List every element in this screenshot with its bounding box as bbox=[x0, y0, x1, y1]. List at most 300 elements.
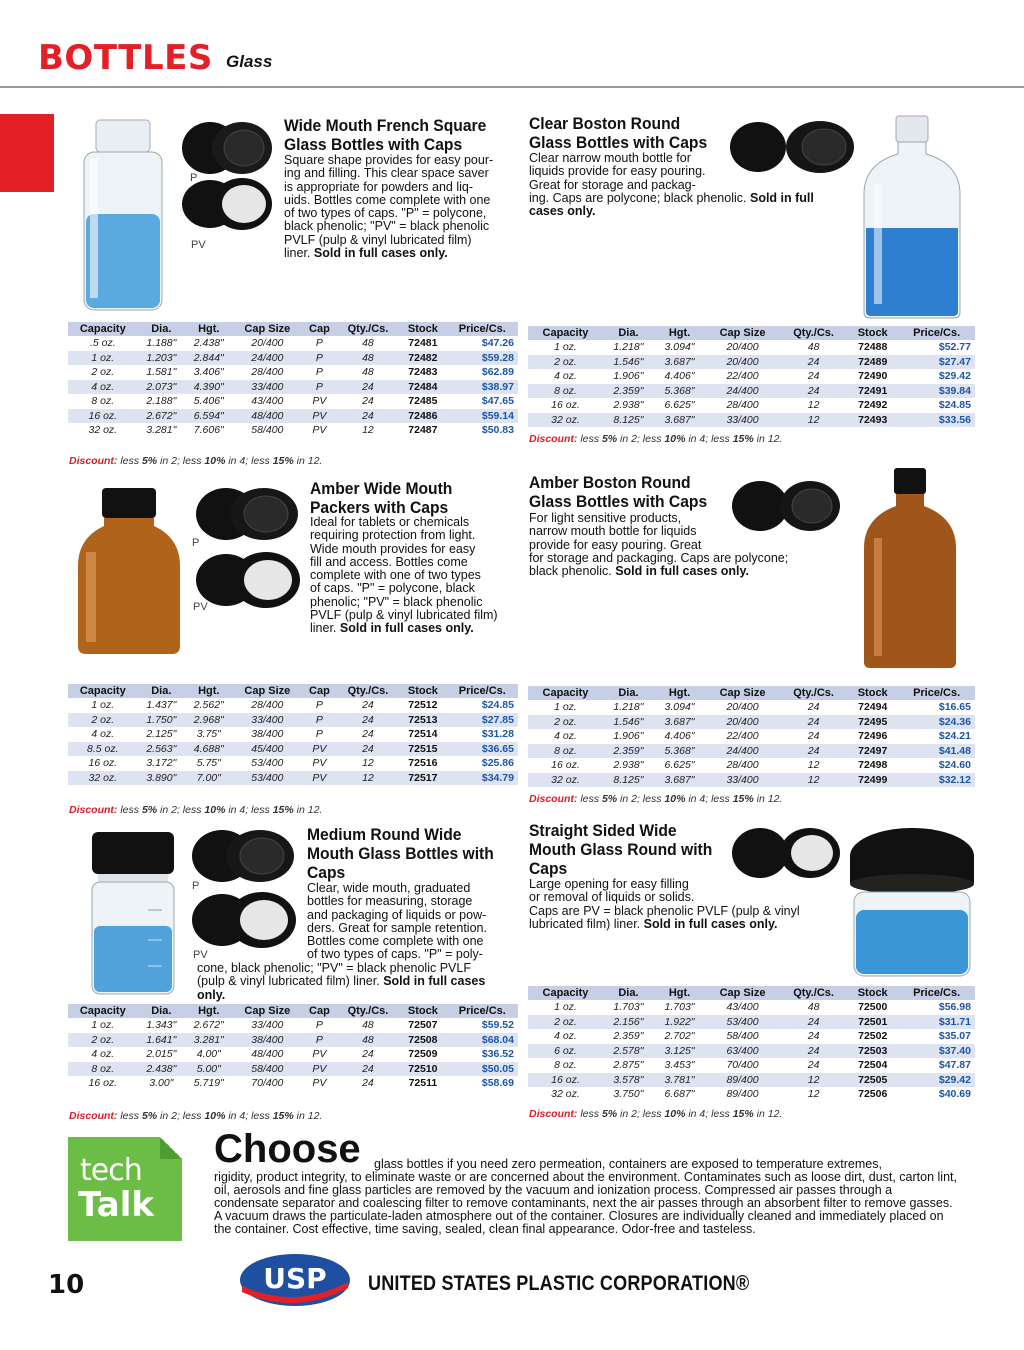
french-square-bottle-image bbox=[76, 118, 170, 314]
table-cell: 89/400 bbox=[726, 1088, 759, 1101]
table-cell: $40.69 bbox=[938, 1088, 971, 1101]
table-cell: 3.281" bbox=[146, 424, 177, 437]
table-cell: 1.546" bbox=[603, 715, 654, 730]
table-cell: 2 oz. bbox=[528, 355, 603, 370]
table-cell: 16 oz. bbox=[88, 757, 118, 770]
section-tab-marker bbox=[0, 114, 54, 192]
table-cell: 24 bbox=[807, 1030, 820, 1043]
spec-table-clear-boston bbox=[528, 326, 975, 427]
table-cell: 1.188" bbox=[146, 337, 177, 350]
table-cell: 5.75" bbox=[196, 757, 221, 770]
table-row bbox=[68, 1018, 518, 1033]
column-header: Capacity bbox=[68, 1004, 138, 1018]
medium-round-caps-image bbox=[188, 828, 300, 952]
amber-packer-bottle-image bbox=[76, 486, 182, 656]
table-header-row bbox=[68, 684, 518, 698]
table-cell: 72502 bbox=[858, 1030, 888, 1043]
table-cell: 72495 bbox=[847, 715, 898, 730]
table-cell: $39.84 bbox=[898, 384, 975, 399]
table-cell: 24/400 bbox=[705, 384, 780, 399]
column-header: Qty./Cs. bbox=[337, 1004, 399, 1018]
table-cell: $33.56 bbox=[898, 413, 975, 428]
table-cell: 72487 bbox=[408, 424, 438, 437]
product-title-french-square: Wide Mouth French Square Glass Bottles with Caps bbox=[284, 116, 487, 154]
spec-table-medium-round bbox=[68, 1004, 518, 1091]
table-cell: 2.875" bbox=[613, 1059, 644, 1072]
table-row bbox=[528, 729, 975, 744]
table-cell: 24 bbox=[807, 1059, 820, 1072]
table-cell: 72509 bbox=[408, 1048, 438, 1061]
table-cell: 24 bbox=[337, 409, 399, 424]
table-cell: 3.453" bbox=[664, 1059, 695, 1072]
column-header: Cap bbox=[302, 322, 337, 336]
table-cell: 72481 bbox=[408, 337, 438, 350]
column-header: Stock bbox=[399, 322, 446, 336]
product-desc-straight-sided: Large opening for easy filling or removal of liquids or solids. Caps are PV = black phenolic PVLF (pulp & vinyl lubricated film) liner. Sold in full cases only. bbox=[529, 877, 800, 931]
discount-note: Discount: less 5% in 2; less 10% in 4; less 15% in 12. bbox=[529, 433, 783, 445]
spec-table-french-square bbox=[68, 322, 518, 438]
straight-sided-jar-image bbox=[848, 826, 976, 982]
table-cell: 24 bbox=[780, 1044, 847, 1059]
table-cell: 1.437" bbox=[146, 699, 177, 712]
column-header: Cap bbox=[302, 1004, 337, 1018]
table-cell: $62.89 bbox=[481, 366, 514, 379]
table-cell: 24 bbox=[807, 730, 820, 743]
table-cell: 24/400 bbox=[233, 351, 303, 366]
table-cell: 12 bbox=[780, 773, 847, 788]
table-cell: $41.48 bbox=[898, 744, 975, 759]
column-header: Stock bbox=[847, 686, 898, 700]
table-cell: 3.750" bbox=[613, 1088, 644, 1101]
table-cell: 8.125" bbox=[603, 413, 654, 428]
table-cell: $27.47 bbox=[898, 355, 975, 370]
table-cell: 1 oz. bbox=[91, 1019, 115, 1032]
discount-note: Discount: less 5% in 2; less 10% in 4; less 15% in 12. bbox=[529, 793, 783, 805]
table-cell: 3.781" bbox=[654, 1073, 705, 1088]
table-cell: 70/400 bbox=[251, 1077, 284, 1090]
table-cell: 4.688" bbox=[185, 742, 232, 757]
table-cell: 2.938" bbox=[613, 759, 644, 772]
table-cell: 2.125" bbox=[146, 728, 177, 741]
product-title-medium-round: Medium Round Wide Mouth Glass Bottles with Caps bbox=[307, 825, 494, 882]
table-cell: $59.14 bbox=[447, 409, 518, 424]
column-header: Cap Size bbox=[705, 326, 780, 340]
svg-text:USP: USP bbox=[263, 1262, 327, 1295]
spec-table-amber-packers bbox=[68, 684, 518, 785]
section-subtitle: Glass bbox=[226, 52, 273, 71]
table-cell: 4 oz. bbox=[554, 730, 577, 743]
table-cell: 8 oz. bbox=[528, 384, 603, 399]
table-row bbox=[68, 394, 518, 409]
table-cell: 20/400 bbox=[726, 701, 759, 714]
table-cell: 1.581" bbox=[146, 366, 177, 379]
table-row bbox=[68, 365, 518, 380]
table-cell: 33/400 bbox=[705, 773, 780, 788]
table-cell: 32 oz. bbox=[88, 424, 118, 437]
discount-note: Discount: less 5% in 2; less 10% in 4; less 15% in 12. bbox=[529, 1108, 783, 1120]
table-cell: 12 bbox=[362, 757, 374, 770]
table-row bbox=[68, 351, 518, 366]
table-cell: 24 bbox=[780, 715, 847, 730]
table-cell: 24 bbox=[362, 728, 374, 741]
table-cell: 43/400 bbox=[726, 1001, 759, 1014]
table-row bbox=[528, 355, 975, 370]
column-header: Cap Size bbox=[705, 686, 780, 700]
table-cell: $50.83 bbox=[481, 424, 514, 437]
table-row bbox=[528, 1029, 975, 1044]
cap-label-p: P bbox=[192, 880, 200, 892]
table-cell: 32 oz. bbox=[68, 771, 138, 786]
table-cell: 5.368" bbox=[654, 744, 705, 759]
table-cell: $36.52 bbox=[481, 1048, 514, 1061]
table-row bbox=[68, 756, 518, 771]
table-cell: 5.00" bbox=[185, 1062, 232, 1077]
table-cell: 2.015" bbox=[146, 1048, 177, 1061]
table-cell: $47.26 bbox=[481, 337, 514, 350]
table-cell: 72499 bbox=[847, 773, 898, 788]
table-cell: 22/400 bbox=[726, 370, 759, 383]
table-cell: 6.625" bbox=[664, 759, 695, 772]
table-cell: 1.906" bbox=[613, 730, 644, 743]
column-header: Capacity bbox=[528, 326, 603, 340]
table-cell: P bbox=[315, 337, 323, 350]
product-title-straight-sided: Straight Sided Wide Mouth Glass Round with Caps bbox=[529, 821, 713, 878]
table-cell: PV bbox=[302, 742, 337, 757]
column-header: Price/Cs. bbox=[898, 686, 975, 700]
table-cell: 48 bbox=[362, 1019, 374, 1032]
table-cell: 1.218" bbox=[613, 341, 644, 354]
column-header: Qty./Cs. bbox=[780, 686, 847, 700]
table-cell: 2.073" bbox=[138, 380, 185, 395]
table-row bbox=[68, 1076, 518, 1091]
table-row bbox=[528, 398, 975, 413]
table-cell: 53/400 bbox=[233, 771, 303, 786]
table-cell: 3.125" bbox=[654, 1044, 705, 1059]
discount-note: Discount: less 5% in 2; less 10% in 4; less 15% in 12. bbox=[69, 1110, 323, 1122]
table-cell: 3.094" bbox=[664, 701, 695, 714]
straight-sided-caps-image bbox=[730, 826, 842, 880]
table-cell: PV bbox=[312, 424, 327, 437]
table-cell: 72517 bbox=[399, 771, 446, 786]
table-row bbox=[68, 336, 518, 351]
table-cell: PV bbox=[312, 395, 327, 408]
product-desc-amber-boston: For light sensitive products, narrow mouth bottle for liquids provide for easy pouring. Great for storage and packaging. Caps are polycone; black phenolic. Sold in full cases only. bbox=[529, 511, 789, 579]
table-cell: 2.672" bbox=[138, 409, 185, 424]
table-cell: 48 bbox=[337, 1033, 399, 1048]
column-header: Price/Cs. bbox=[898, 986, 975, 1000]
table-cell: 3.094" bbox=[664, 341, 695, 354]
table-cell: $59.28 bbox=[447, 351, 518, 366]
column-header: Stock bbox=[399, 684, 446, 698]
table-header-row bbox=[528, 326, 975, 340]
table-cell: 89/400 bbox=[705, 1073, 780, 1088]
table-cell: 58/400 bbox=[233, 1062, 303, 1077]
table-cell: $58.69 bbox=[481, 1077, 514, 1090]
table-row bbox=[528, 369, 975, 384]
table-cell: 2 oz. bbox=[68, 1033, 138, 1048]
table-cell: 24 bbox=[807, 370, 820, 383]
table-cell: 2.562" bbox=[193, 699, 224, 712]
table-cell: 24/400 bbox=[705, 744, 780, 759]
table-cell: P bbox=[315, 728, 323, 741]
table-row bbox=[68, 713, 518, 728]
table-cell: 70/400 bbox=[726, 1059, 759, 1072]
column-header: Qty./Cs. bbox=[337, 684, 399, 698]
table-cell: $34.79 bbox=[447, 771, 518, 786]
table-cell: 1 oz. bbox=[68, 351, 138, 366]
table-cell: 8.5 oz. bbox=[68, 742, 138, 757]
table-cell: 24 bbox=[362, 1048, 374, 1061]
tech-talk-body: glass bottles if you need zero permeation, containers are exposed to temperature extremes, rigidity, product integrity, to eliminate waste or are concerned about the environment. Contaminates such as loose dirt, dust, carton lint, oil, aerosols and fine glass particles are removed by the vacuum and ionization process. Compressed air passes through a condensate separator and coalescing filter to remove contaminants, next the air passes through an absorbent filter to remove gasses. A vacuum draws the particulate-laden atmosphere out of the container. Closures are individually cleaned and immediately placed on the container. Cost effective, time saving, sealed, clean final appearance. Odor-free and tasteless. bbox=[214, 1157, 957, 1236]
column-header: Hgt. bbox=[654, 686, 705, 700]
table-cell: $56.98 bbox=[938, 1001, 971, 1014]
table-cell: 72484 bbox=[399, 380, 446, 395]
table-cell: PV bbox=[312, 757, 327, 770]
table-cell: $50.05 bbox=[447, 1062, 518, 1077]
table-cell: 72490 bbox=[858, 370, 888, 383]
table-cell: 72485 bbox=[408, 395, 438, 408]
column-header: Cap Size bbox=[233, 322, 303, 336]
table-cell: 1.922" bbox=[654, 1015, 705, 1030]
table-cell: 3.687" bbox=[654, 773, 705, 788]
table-row bbox=[528, 1087, 975, 1102]
table-cell: 48 bbox=[362, 337, 374, 350]
table-cell: 48 bbox=[807, 341, 820, 354]
table-cell: 5.719" bbox=[193, 1077, 224, 1090]
table-cell: 48/400 bbox=[233, 409, 303, 424]
column-header: Cap Size bbox=[705, 986, 780, 1000]
table-cell: 20/400 bbox=[705, 355, 780, 370]
column-header: Hgt. bbox=[185, 684, 232, 698]
table-cell: 53/400 bbox=[251, 757, 284, 770]
table-row bbox=[68, 698, 518, 713]
table-cell: 1.750" bbox=[138, 713, 185, 728]
table-cell: 1.641" bbox=[138, 1033, 185, 1048]
table-row bbox=[528, 1044, 975, 1059]
table-cell: 2.702" bbox=[664, 1030, 695, 1043]
table-row bbox=[528, 1000, 975, 1015]
table-cell: 72516 bbox=[408, 757, 438, 770]
table-cell: 7.00" bbox=[185, 771, 232, 786]
table-cell: 72514 bbox=[408, 728, 438, 741]
table-cell: 43/400 bbox=[251, 395, 284, 408]
table-cell: 2.968" bbox=[185, 713, 232, 728]
table-cell: 22/400 bbox=[726, 730, 759, 743]
column-header: Hgt. bbox=[185, 322, 232, 336]
table-cell: 4.390" bbox=[185, 380, 232, 395]
table-cell: 2.938" bbox=[613, 399, 644, 412]
table-row bbox=[68, 423, 518, 438]
table-cell: 72503 bbox=[847, 1044, 898, 1059]
table-cell: 72512 bbox=[408, 699, 438, 712]
table-header-row bbox=[528, 686, 975, 700]
table-cell: $27.85 bbox=[447, 713, 518, 728]
cap-label-pv: PV bbox=[193, 949, 208, 961]
column-header: Hgt. bbox=[654, 326, 705, 340]
tech-talk-heading: Choose bbox=[214, 1127, 361, 1171]
table-header-row bbox=[68, 322, 518, 336]
table-cell: 72511 bbox=[408, 1077, 438, 1090]
table-cell: 1 oz. bbox=[554, 701, 577, 714]
table-cell: $52.77 bbox=[938, 341, 971, 354]
table-row bbox=[68, 1033, 518, 1048]
table-cell: P bbox=[315, 366, 323, 379]
table-cell: 20/400 bbox=[251, 337, 284, 350]
table-cell: 6.687" bbox=[664, 1088, 695, 1101]
column-header: Stock bbox=[847, 986, 898, 1000]
column-header: Capacity bbox=[528, 686, 603, 700]
table-row bbox=[528, 773, 975, 788]
table-cell: 24 bbox=[362, 1077, 374, 1090]
table-row bbox=[528, 384, 975, 399]
table-cell: 24 bbox=[337, 380, 399, 395]
column-header: Qty./Cs. bbox=[337, 322, 399, 336]
table-cell: 3.281" bbox=[185, 1033, 232, 1048]
table-cell: P bbox=[302, 351, 337, 366]
table-cell: 24 bbox=[362, 699, 374, 712]
column-header: Price/Cs. bbox=[447, 1004, 518, 1018]
table-cell: 24 bbox=[337, 1062, 399, 1077]
table-row bbox=[68, 409, 518, 424]
table-cell: 24 bbox=[780, 744, 847, 759]
table-cell: 72498 bbox=[858, 759, 888, 772]
clear-boston-bottle-image bbox=[860, 114, 964, 320]
table-cell: 72510 bbox=[399, 1062, 446, 1077]
table-row bbox=[528, 700, 975, 715]
table-cell: 2.438" bbox=[138, 1062, 185, 1077]
table-row bbox=[528, 1015, 975, 1030]
table-cell: $24.36 bbox=[898, 715, 975, 730]
column-header: Price/Cs. bbox=[447, 684, 518, 698]
table-cell: 5.406" bbox=[193, 395, 224, 408]
table-cell: 24 bbox=[780, 384, 847, 399]
table-cell: 32 oz. bbox=[551, 1088, 580, 1101]
table-cell: 1 oz. bbox=[554, 1001, 577, 1014]
column-header: Dia. bbox=[138, 322, 185, 336]
table-cell: 3.687" bbox=[654, 355, 705, 370]
table-cell: 6.594" bbox=[185, 409, 232, 424]
table-cell: 32 oz. bbox=[528, 773, 603, 788]
table-cell: $25.86 bbox=[481, 757, 514, 770]
table-cell: 38/400 bbox=[233, 1033, 303, 1048]
table-cell: 72505 bbox=[847, 1073, 898, 1088]
table-cell: 2 oz. bbox=[528, 1015, 603, 1030]
amber-boston-bottle-image bbox=[862, 466, 958, 670]
table-cell: 4.00" bbox=[196, 1048, 221, 1061]
table-cell: $29.42 bbox=[898, 1073, 975, 1088]
page-number: 10 bbox=[48, 1270, 85, 1300]
table-cell: 3.890" bbox=[138, 771, 185, 786]
table-cell: PV bbox=[312, 1048, 327, 1061]
column-header: Cap Size bbox=[233, 1004, 303, 1018]
table-cell: 2.438" bbox=[193, 337, 224, 350]
table-cell: 4 oz. bbox=[68, 380, 138, 395]
table-cell: 3.406" bbox=[193, 366, 224, 379]
table-cell: $47.87 bbox=[938, 1059, 971, 1072]
table-cell: 2.672" bbox=[193, 1019, 224, 1032]
table-cell: P bbox=[302, 713, 337, 728]
table-cell: $68.04 bbox=[447, 1033, 518, 1048]
table-cell: 2 oz. bbox=[528, 715, 603, 730]
table-row bbox=[528, 1058, 975, 1073]
table-cell: 12 bbox=[780, 413, 847, 428]
table-cell: 16 oz. bbox=[551, 759, 580, 772]
table-cell: 3.687" bbox=[654, 413, 705, 428]
column-header: Dia. bbox=[138, 1004, 185, 1018]
table-cell: .5 oz. bbox=[89, 337, 116, 350]
table-cell: 3.75" bbox=[196, 728, 221, 741]
table-cell: 1.546" bbox=[603, 355, 654, 370]
table-header-row bbox=[528, 986, 975, 1000]
column-header: Cap bbox=[302, 684, 337, 698]
product-desc-french-square: Square shape provides for easy pour- ing and filling. This clear space saver is appropriate for powders and liq- uids. Bottles come complete with one of two types of caps. "P" = polycone, black phenolic; "PV" = black phenolic PVLF (pulp & vinyl lubricated film) liner. Sold in full cases only. bbox=[284, 153, 494, 261]
column-header: Dia. bbox=[138, 684, 185, 698]
table-cell: 4 oz. bbox=[554, 1030, 577, 1043]
column-header: Qty./Cs. bbox=[780, 986, 847, 1000]
table-cell: 4.406" bbox=[664, 370, 695, 383]
table-cell: 3.172" bbox=[146, 757, 177, 770]
table-cell: PV bbox=[302, 409, 337, 424]
table-cell: 2 oz. bbox=[91, 366, 115, 379]
cap-label-pv: PV bbox=[193, 601, 208, 613]
column-header: Dia. bbox=[603, 326, 654, 340]
table-cell: 12 bbox=[780, 1073, 847, 1088]
page-header bbox=[0, 0, 1024, 88]
table-cell: 12 bbox=[807, 1088, 820, 1101]
table-cell: 16 oz. bbox=[551, 399, 580, 412]
tech-talk-line2: Talk bbox=[78, 1185, 155, 1225]
table-cell: 4 oz. bbox=[91, 1048, 115, 1061]
table-cell: 7.606" bbox=[193, 424, 224, 437]
table-cell: 20/400 bbox=[726, 341, 759, 354]
table-cell: 72493 bbox=[847, 413, 898, 428]
product-desc-amber-packers: Ideal for tablets or chemicals requiring protection from light. Wide mouth provides for easy fill and access. Bottles come complete with one of two types of caps. "P" = polycone, black phenolic; "PV" = black phenolic PVLF (pulp & vinyl lubricated film) liner. Sold in full cases only. bbox=[310, 515, 498, 636]
column-header: Stock bbox=[847, 326, 898, 340]
table-cell: 72483 bbox=[408, 366, 438, 379]
table-row bbox=[68, 742, 518, 757]
table-cell: $24.60 bbox=[938, 759, 971, 772]
table-header-row bbox=[68, 1004, 518, 1018]
amber-packer-caps-image bbox=[192, 486, 304, 612]
table-cell: 8.125" bbox=[603, 773, 654, 788]
table-row bbox=[68, 1062, 518, 1077]
table-cell: 12 bbox=[807, 399, 820, 412]
table-cell: 2.359" bbox=[613, 1030, 644, 1043]
table-cell: $24.85 bbox=[938, 399, 971, 412]
column-header: Capacity bbox=[68, 684, 138, 698]
table-cell: 72489 bbox=[847, 355, 898, 370]
cap-label-p: P bbox=[190, 172, 198, 184]
table-cell: 2.844" bbox=[185, 351, 232, 366]
product-title-amber-packers: Amber Wide Mouth Packers with Caps bbox=[310, 479, 453, 517]
table-cell: 6.625" bbox=[664, 399, 695, 412]
spec-table-straight-sided bbox=[528, 986, 975, 1102]
table-cell: 4 oz. bbox=[554, 370, 577, 383]
table-cell: 45/400 bbox=[233, 742, 303, 757]
table-cell: 1.343" bbox=[146, 1019, 177, 1032]
table-cell: $29.42 bbox=[938, 370, 971, 383]
table-cell: 58/400 bbox=[251, 424, 284, 437]
table-cell: 24 bbox=[780, 355, 847, 370]
table-cell: 12 bbox=[362, 424, 374, 437]
table-cell: 12 bbox=[807, 759, 820, 772]
table-row bbox=[68, 380, 518, 395]
table-cell: 8 oz. bbox=[554, 1059, 577, 1072]
column-header: Stock bbox=[399, 1004, 446, 1018]
column-header: Cap Size bbox=[233, 684, 303, 698]
table-cell: $24.85 bbox=[481, 699, 514, 712]
table-row bbox=[528, 1073, 975, 1088]
